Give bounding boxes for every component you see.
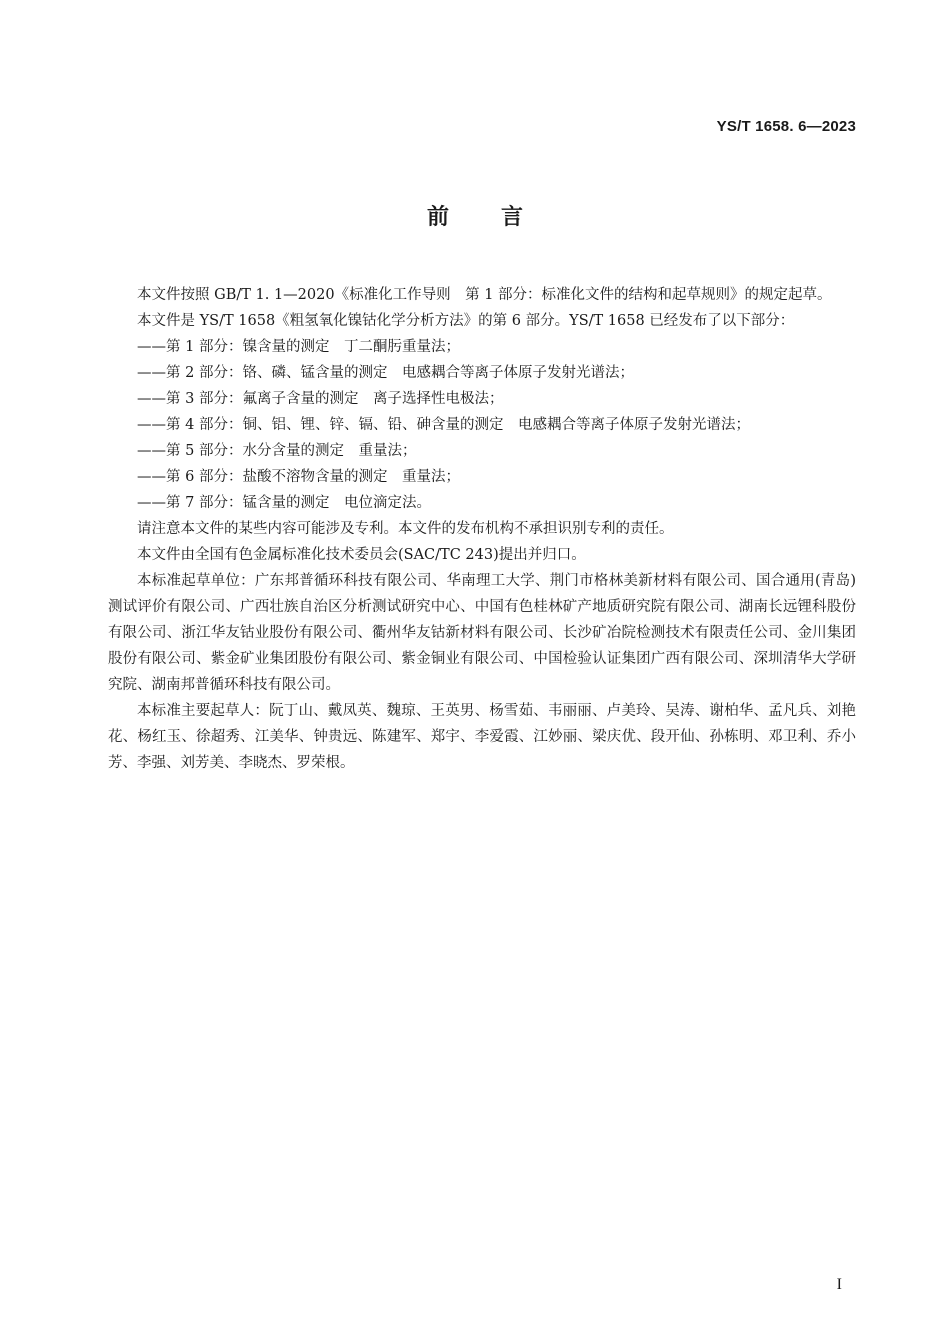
paragraph-committee: 本文件由全国有色金属标准化技术委员会(SAC/TC 243)提出并归口。 [137,547,586,563]
paragraph-patent-notice: 请注意本文件的某些内容可能涉及专利。本文件的发布机构不承担识别专利的责任。 [137,521,674,537]
list-item-part-5: ——第 5 部分：水分含量的测定 重量法； [137,443,417,459]
page-title: 前言 [426,205,575,230]
paragraph-drafters: 本标准主要起草人：阮丁山、戴凤英、魏琼、王英男、杨雪茹、韦丽丽、卢美玲、吴涛、谢柏华、孟凡兵、刘艳花、杨红玉、徐超秀、江美华、钟贵远、陈建军、郑宇、李爱霞、江妙丽、梁庆优、段开仙、孙栋明、邓卫利、乔小芳、李强、刘芳美、李晓杰、罗荣根。 [108,703,856,771]
document-code: YS/T 1658. 6—2023 [716,118,856,135]
list-item-part-4: ——第 4 部分：铜、铝、锂、锌、镉、铅、砷含量的测定 电感耦合等离子体原子发射光谱法； [137,417,750,433]
list-item-part-6: ——第 6 部分：盐酸不溶物含量的测定 重量法； [137,469,460,485]
paragraph-drafting-rules: 本文件按照 GB/T 1. 1—2020《标准化工作导则 第 1 部分：标准化文件的结构和起草规则》的规定起草。 [137,287,832,303]
foreword-body [108,282,856,776]
list-item-part-1: ——第 1 部分：镍含量的测定 丁二酮肟重量法； [137,339,460,355]
list-item-part-3: ——第 3 部分：氟离子含量的测定 离子选择性电极法； [137,391,504,407]
paragraph-drafting-units: 本标准起草单位：广东邦普循环科技有限公司、华南理工大学、荆门市格林美新材料有限公司、国合通用(青岛)测试评价有限公司、广西壮族自治区分析测试研究中心、中国有色桂林矿产地质研究院有限公司、湖南长远锂科股份有限公司、浙江华友钴业股份有限公司、衢州华友钴新材料有限公司、长沙矿冶院检测技术有限责任公司、金川集团股份有限公司、紫金矿业集团股份有限公司、紫金铜业有限公司、中国检验认证集团广西有限公司、深圳清华大学研究院、湖南邦普循环科技有限公司。 [108,573,856,693]
list-item-part-2: ——第 2 部分：铬、磷、锰含量的测定 电感耦合等离子体原子发射光谱法； [137,365,634,381]
page-number: I [836,1276,842,1293]
list-item-part-7: ——第 7 部分：锰含量的测定 电位滴定法。 [137,495,431,511]
paragraph-series-intro: 本文件是 YS/T 1658《粗氢氧化镍钴化学分析方法》的第 6 部分。YS/T 1658 已经发布了以下部分： [137,313,795,329]
